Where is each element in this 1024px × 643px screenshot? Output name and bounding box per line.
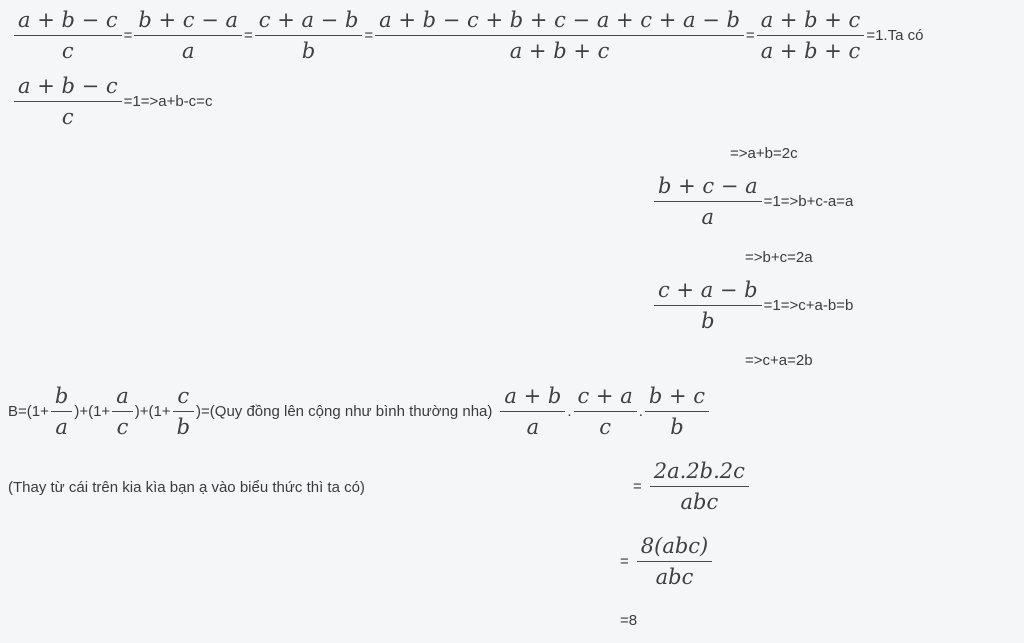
fraction: $\frac{c + a - b}{b}$ (654, 276, 762, 335)
equals-sign: = (364, 27, 374, 45)
expression-text: )=(Quy đồng lên cộng như bình thường nha) (196, 403, 493, 421)
fraction: $\frac{b + c - a}{a}$ (654, 172, 762, 231)
equation-row-3 (730, 145, 798, 162)
fraction: $\frac{c}{b}$ (173, 382, 194, 441)
multiply-dot: . (638, 403, 643, 421)
equation-tail-text: =1=>a+b-c=c (123, 93, 213, 111)
multiply-dot: . (567, 403, 572, 421)
fraction: $\frac{b}{a}$ (51, 382, 72, 441)
equals-sign: = (620, 553, 629, 571)
equation-row-6 (652, 276, 853, 335)
equation-tail-text: =1=>c+a-b=b (763, 297, 854, 315)
equation-row-5 (745, 249, 813, 266)
equation-row-9 (8, 479, 365, 496)
fraction: $\frac{b + c}{b}$ (645, 382, 709, 441)
equals-sign: = (123, 27, 133, 45)
equals-sign: = (745, 27, 755, 45)
note-text: (Thay từ cái trên kia kìa bạn ạ vào biểu thức thì ta có) (8, 479, 365, 496)
equation-row-8 (8, 382, 711, 441)
result-text: =>c+a=2b (745, 352, 813, 369)
expression-text: )+(1+ (74, 403, 111, 421)
fraction: $\frac{\text{8(abc)}}{\text{abc}}$ (637, 532, 712, 591)
equation-row-11 (620, 532, 714, 591)
equals-sign: = (244, 27, 253, 45)
equation-tail-text: =1=>b+c-a=a (763, 193, 854, 211)
equation-row-10 (633, 457, 751, 516)
equation-row-4 (652, 172, 853, 231)
fraction: $\frac{a + b - c}{c}$ (14, 72, 122, 131)
fraction: $\frac{c + a}{c}$ (574, 382, 637, 441)
equation-row-1 (12, 6, 923, 65)
fraction: $\frac{a}{c}$ (112, 382, 133, 441)
expression-text: B=(1+ (8, 403, 49, 421)
equation-tail-text: =1.Ta có (866, 27, 924, 45)
fraction: $\frac{c + a - b}{b}$ (255, 6, 363, 65)
equation-row-2 (12, 72, 212, 131)
fraction: $\frac{a + b - c}{c}$ (14, 6, 122, 65)
fraction: $\frac{b + c - a}{a}$ (134, 6, 242, 65)
result-text: =>b+c=2a (745, 249, 813, 266)
equation-row-12 (620, 612, 637, 629)
fraction: $\frac{a + b - c + b + c - a + c + a - b}{a + b + c}$ (375, 6, 744, 65)
fraction: $\frac{2a.2b.2c}{\text{abc}}$ (650, 457, 749, 516)
fraction: $\frac{a + b}{a}$ (500, 382, 565, 441)
expression-text: )+(1+ (134, 403, 171, 421)
equation-row-7 (745, 352, 813, 369)
final-result-text: =8 (620, 612, 638, 629)
result-text: =>a+b=2c (730, 145, 798, 162)
fraction: $\frac{a + b + c}{a + b + c}$ (757, 6, 865, 65)
equals-sign: = (633, 478, 642, 496)
